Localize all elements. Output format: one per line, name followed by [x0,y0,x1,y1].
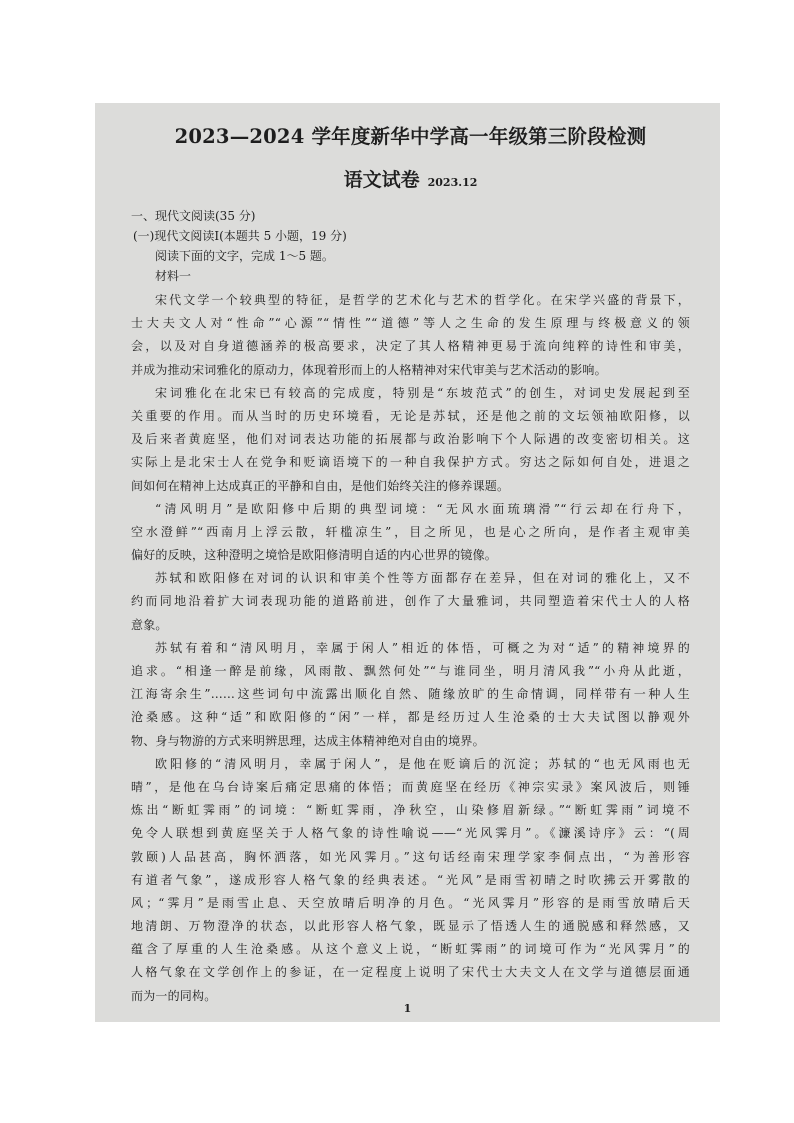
passage-line: 物、身与物游的方式来明辨思理，达成主体精神绝对自由的境界。 [131,733,485,748]
passage-line: 意象。 [131,617,168,632]
passage-line: 宋词雅化在北宋已有较高的完成度，特别是“东坡范式”的创生，对词史发展起到至 [155,385,690,400]
passage-line: 会，以及对自身道德涵养的极高要求，决定了其人格精神更易于流向纯粹的诗性和审美， [131,339,690,354]
exam-date: 2023.12 [427,176,478,189]
passage-line: 苏轼和欧阳修在对词的认识和审美个性等方面都存在差异，但在对词的雅化上，又不 [155,571,690,586]
passage-line: 实际上是北宋士人在党争和贬谪语境下的一种自我保护方式。穷达之际如何自处，进退之 [131,455,690,470]
passage-line: 有道者气象”，遂成形容人格气象的经典表述。“光风”是雨雪初晴之时吹拂云开雾散的 [131,872,690,887]
passage-line: 并成为推动宋词雅化的原动力，体现着形而上的人格精神对宋代审美与艺术活动的影响。 [131,362,607,377]
passage-line: 及后来者黄庭坚，他们对词表达功能的拓展都与政治影响下个人际遇的改变密切相关。这 [131,432,690,447]
passage-line: 江海寄余生”……这些词句中流露出顺化自然、随缘放旷的生命情调，同样带有一种人生 [131,687,690,702]
reading-instruction: 阅读下面的文字，完成 1～5 题。 [155,249,334,263]
passage-line: 士大夫文人对“性命”“心源”“情性”“道德”等人之生命的发生原理与终极意义的领 [131,316,690,331]
subsection-heading: (一)现代文阅读Ⅰ(本题共 5 小题，19 分) [133,229,347,243]
passage-line: 晴”，是他在乌台诗案后痛定思痛的体悟；而黄庭坚在经历《神宗实录》案风波后，则锤 [131,779,690,794]
passage-line: 苏轼有着和“清风明月，幸属于闲人”相近的体悟，可概之为对“适”的精神境界的 [155,640,690,655]
subject-title: 语文试卷 [343,169,420,191]
passage-line: 而为一的同构。 [131,988,217,1003]
material-label: 材料一 [155,269,192,283]
passage-line: 间如何在精神上达成真正的平静和自由，是他们始终关注的修养课题。 [131,478,510,493]
passage-line: 空水澄鲜”“西南月上浮云散，轩槛凉生”，目之所见，也是心之所向，是作者主观审美 [131,524,690,539]
passage-line: 地清朗、万物澄净的状态，以此形容人格气象，既显示了悟透人生的通脱感和释然感，又 [131,919,690,934]
passage-line: 约而同地沿着扩大词表现功能的道路前进，创作了大量雅词，共同塑造着宋代士人的人格 [131,594,690,609]
passage-line: 风；“霁月”是雨雪止息、天空放晴后明净的月色。“光风霁月”形容的是雨雪放晴后天 [131,895,690,910]
passage-line: 免令人联想到黄庭坚关于人格气象的诗性喻说——“光风霁月”。《濂溪诗序》云：“(周 [131,826,690,841]
passage-line: 追求。“相逢一醉是前缘，风雨散、飘然何处”“与谁同坐，明月清风我”“小舟从此逝， [131,664,690,678]
exam-page [95,103,720,1022]
page-number: 1 [403,1002,412,1015]
passage-line: “清风明月”是欧阳修中后期的典型词境：“无风水面琉璃滑”“行云却在行舟下， [155,501,690,516]
section-heading: 一、现代文阅读(35 分) [131,209,256,223]
passage-line: 炼出“断虹霁雨”的词境：“断虹霁雨，净秋空，山染修眉新绿。”“断虹霁雨”词境不 [131,803,690,818]
exam-title: 2023—2024 学年度新华中学高一年级第三阶段检测 [174,125,647,148]
passage-line: 偏好的反映，这种澄明之境恰是欧阳修清明自适的内心世界的镜像。 [131,548,498,563]
passage-line: 欧阳修的“清风明月，幸属于闲人”，是他在贬谪后的沉淀；苏轼的“也无风雨也无 [155,756,690,771]
passage-text [131,289,690,1008]
exam-subtitle [131,165,690,192]
passage-line: 宋代文学一个较典型的特征，是哲学的艺术化与艺术的哲学化。在宋学兴盛的背景下， [155,293,690,307]
passage-line: 蕴含了厚重的人生沧桑感。从这个意义上说，“断虹霁雨”的词境可作为“光风霁月”的 [131,942,690,957]
passage-line: 敦颐)人品甚高，胸怀洒落，如光风霁月。”这句话经南宋理学家李侗点出，“为善形容 [131,849,690,864]
passage-line: 关重要的作用。而从当时的历史环境看，无论是苏轼，还是他之前的文坛领袖欧阳修，以 [131,408,690,423]
passage-line: 人格气象在文学创作上的参证，在一定程度上说明了宋代士大夫文人在文学与道德层面通 [131,965,690,980]
passage-line: 沧桑感。这种“适”和欧阳修的“闲”一样，都是经历过人生沧桑的士大夫试图以静观外 [131,710,690,725]
